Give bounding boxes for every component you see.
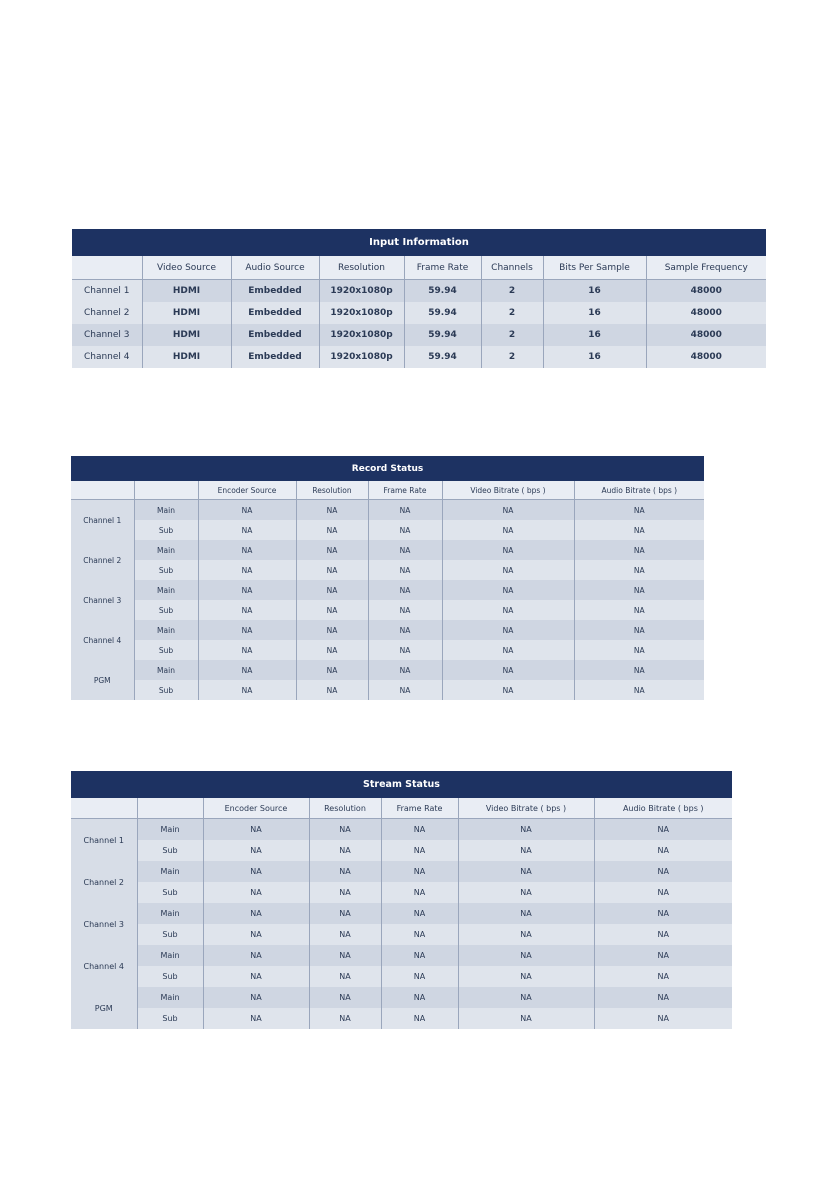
column-header [134,481,198,500]
table-cell: NA [198,620,296,640]
table-cell: 59.94 [404,302,481,324]
table-cell: NA [296,560,368,580]
column-header [137,798,203,819]
table-cell: NA [458,903,594,924]
column-header [71,481,134,500]
table-cell: HDMI [142,324,231,346]
table-cell: NA [458,987,594,1008]
group-label: Channel 4 [71,620,134,660]
table-cell: 2 [481,280,543,303]
row-label: Channel 2 [72,302,142,324]
table-cell: NA [296,500,368,521]
table-row [71,903,732,924]
table-cell: NA [442,580,574,600]
stream-type-label: Sub [134,560,198,580]
table-row [71,819,732,841]
table-cell: NA [381,966,458,987]
table-cell: NA [574,660,704,680]
stream-status-header-row [71,798,732,819]
table-cell: NA [442,520,574,540]
table-cell: NA [594,966,732,987]
stream-type-label: Sub [137,840,203,861]
table-cell: NA [442,680,574,700]
column-header: Video Bitrate ( bps ) [458,798,594,819]
column-header: Audio Source [231,256,319,280]
table-cell: NA [594,840,732,861]
table-row [71,660,704,680]
table-cell: NA [309,819,381,841]
table-cell: NA [203,966,309,987]
table-cell: NA [381,987,458,1008]
column-header: Audio Bitrate ( bps ) [574,481,704,500]
group-label: Channel 1 [71,500,134,541]
table-cell: NA [442,660,574,680]
column-header: Video Bitrate ( bps ) [442,481,574,500]
table-cell: NA [442,560,574,580]
table-cell: NA [198,600,296,620]
table-cell: HDMI [142,302,231,324]
column-header: Video Source [142,256,231,280]
column-header [72,256,142,280]
table-cell: NA [296,620,368,640]
table-cell: NA [442,540,574,560]
stream-type-label: Sub [134,520,198,540]
column-header: Encoder Source [198,481,296,500]
table-cell: NA [296,600,368,620]
table-cell: 59.94 [404,324,481,346]
stream-type-label: Sub [137,966,203,987]
table-cell: NA [203,924,309,945]
table-cell: NA [198,580,296,600]
table-row [71,945,732,966]
table-cell: NA [574,680,704,700]
table-cell: NA [594,987,732,1008]
table-cell: NA [574,520,704,540]
table-cell: 1920x1080p [319,280,404,303]
table-cell: Embedded [231,346,319,368]
table-cell: NA [203,819,309,841]
table-cell: NA [198,660,296,680]
table-cell: NA [458,945,594,966]
group-label: PGM [71,987,137,1029]
column-header: Sample Frequency [646,256,766,280]
record-status-title: Record Status [71,456,704,481]
table-cell: NA [458,966,594,987]
table-row [71,540,704,560]
column-header: Frame Rate [368,481,442,500]
table-cell: NA [574,600,704,620]
table-cell: Embedded [231,324,319,346]
column-header: Channels [481,256,543,280]
table-cell: 2 [481,346,543,368]
table-cell: NA [203,903,309,924]
table-cell: NA [594,819,732,841]
column-header: Audio Bitrate ( bps ) [594,798,732,819]
table-cell: NA [198,540,296,560]
table-cell: HDMI [142,346,231,368]
table-cell: NA [381,1008,458,1029]
stream-type-label: Main [134,660,198,680]
table-cell: NA [198,680,296,700]
table-cell: NA [458,861,594,882]
table-cell: NA [296,660,368,680]
table-cell: NA [296,680,368,700]
table-cell: NA [368,580,442,600]
stream-type-label: Main [134,500,198,521]
stream-type-label: Main [134,580,198,600]
table-cell: NA [594,903,732,924]
table-row [71,861,732,882]
table-cell: NA [442,620,574,640]
table-cell: NA [458,840,594,861]
table-row [71,600,704,620]
table-row [71,640,704,660]
table-cell: NA [296,540,368,560]
group-label: Channel 1 [71,819,137,862]
row-label: Channel 1 [72,280,142,303]
table-row [71,620,704,640]
stream-type-label: Sub [134,600,198,620]
stream-type-label: Main [134,620,198,640]
table-cell: NA [368,620,442,640]
table-cell: NA [203,861,309,882]
stream-type-label: Sub [137,924,203,945]
table-cell: NA [368,500,442,521]
table-cell: NA [381,861,458,882]
table-cell: NA [458,819,594,841]
table-cell: NA [203,987,309,1008]
column-header [71,798,137,819]
table-cell: NA [594,861,732,882]
table-cell: NA [458,882,594,903]
table-cell: NA [381,819,458,841]
table-row [71,520,704,540]
table-cell: Embedded [231,280,319,303]
table-cell: 1920x1080p [319,324,404,346]
table-cell: NA [574,560,704,580]
stream-type-label: Main [137,987,203,1008]
table-cell: NA [309,987,381,1008]
column-header: Frame Rate [381,798,458,819]
table-cell: NA [296,580,368,600]
row-label: Channel 4 [72,346,142,368]
table-row [71,500,704,521]
stream-type-label: Sub [134,640,198,660]
table-cell: NA [309,945,381,966]
group-label: PGM [71,660,134,700]
table-cell: NA [309,924,381,945]
table-cell: NA [574,640,704,660]
table-row [71,1008,732,1029]
column-header: Frame Rate [404,256,481,280]
table-cell: 1920x1080p [319,346,404,368]
table-cell: NA [381,945,458,966]
table-cell: 48000 [646,302,766,324]
group-label: Channel 3 [71,903,137,945]
table-cell: NA [309,861,381,882]
table-cell: 16 [543,346,646,368]
input-information-title: Input Information [72,229,766,256]
table-row [71,987,732,1008]
table-cell: NA [198,640,296,660]
table-row [71,882,732,903]
group-label: Channel 3 [71,580,134,620]
table-cell: NA [368,540,442,560]
column-header: Resolution [319,256,404,280]
stream-type-label: Main [134,540,198,560]
column-header: Resolution [309,798,381,819]
table-row [72,302,766,324]
table-row [72,346,766,368]
table-cell: 16 [543,280,646,303]
table-cell: NA [574,620,704,640]
table-cell: NA [309,840,381,861]
table-cell: NA [203,1008,309,1029]
stream-type-label: Main [137,903,203,924]
table-row [71,840,732,861]
stream-status-table [71,771,732,1029]
table-cell: NA [368,600,442,620]
table-cell: 59.94 [404,280,481,303]
table-cell: 16 [543,324,646,346]
table-cell: NA [574,580,704,600]
table-cell: 1920x1080p [319,302,404,324]
table-cell: NA [381,882,458,903]
table-cell: 48000 [646,346,766,368]
table-cell: 2 [481,324,543,346]
table-cell: NA [309,903,381,924]
table-cell: NA [458,924,594,945]
table-row [72,324,766,346]
table-cell: NA [594,882,732,903]
table-cell: 59.94 [404,346,481,368]
table-cell: 2 [481,302,543,324]
table-row [71,924,732,945]
table-row [71,560,704,580]
table-cell: NA [198,500,296,521]
table-cell: 48000 [646,280,766,303]
table-cell: NA [458,1008,594,1029]
table-cell: NA [296,520,368,540]
table-cell: NA [594,1008,732,1029]
table-cell: NA [198,520,296,540]
row-label: Channel 3 [72,324,142,346]
table-cell: NA [309,882,381,903]
table-row [71,680,704,700]
table-cell: NA [309,1008,381,1029]
table-cell: HDMI [142,280,231,303]
table-cell: NA [368,680,442,700]
table-cell: NA [368,640,442,660]
input-information-header-row [72,256,766,280]
stream-type-label: Main [137,819,203,841]
table-row [71,966,732,987]
column-header: Resolution [296,481,368,500]
table-cell: NA [442,640,574,660]
record-status-table [71,456,704,700]
stream-type-label: Sub [134,680,198,700]
group-label: Channel 4 [71,945,137,987]
table-row [71,580,704,600]
table-cell: NA [309,966,381,987]
group-label: Channel 2 [71,540,134,580]
table-cell: NA [574,500,704,521]
table-cell: NA [381,924,458,945]
table-cell: NA [296,640,368,660]
table-cell: Embedded [231,302,319,324]
record-status-header-row [71,481,704,500]
table-cell: NA [381,903,458,924]
table-row [72,280,766,303]
table-cell: NA [381,840,458,861]
table-cell: NA [594,945,732,966]
table-cell: 48000 [646,324,766,346]
table-cell: NA [203,945,309,966]
table-cell: NA [442,500,574,521]
table-cell: NA [594,924,732,945]
table-cell: NA [368,560,442,580]
column-header: Encoder Source [203,798,309,819]
input-information-table [72,229,766,368]
stream-type-label: Sub [137,1008,203,1029]
table-cell: NA [368,660,442,680]
table-cell: NA [368,520,442,540]
table-cell: 16 [543,302,646,324]
stream-status-title: Stream Status [71,771,732,798]
group-label: Channel 2 [71,861,137,903]
stream-type-label: Main [137,861,203,882]
column-header: Bits Per Sample [543,256,646,280]
table-cell: NA [198,560,296,580]
stream-type-label: Sub [137,882,203,903]
table-cell: NA [442,600,574,620]
table-cell: NA [203,882,309,903]
table-cell: NA [203,840,309,861]
stream-type-label: Main [137,945,203,966]
table-cell: NA [574,540,704,560]
